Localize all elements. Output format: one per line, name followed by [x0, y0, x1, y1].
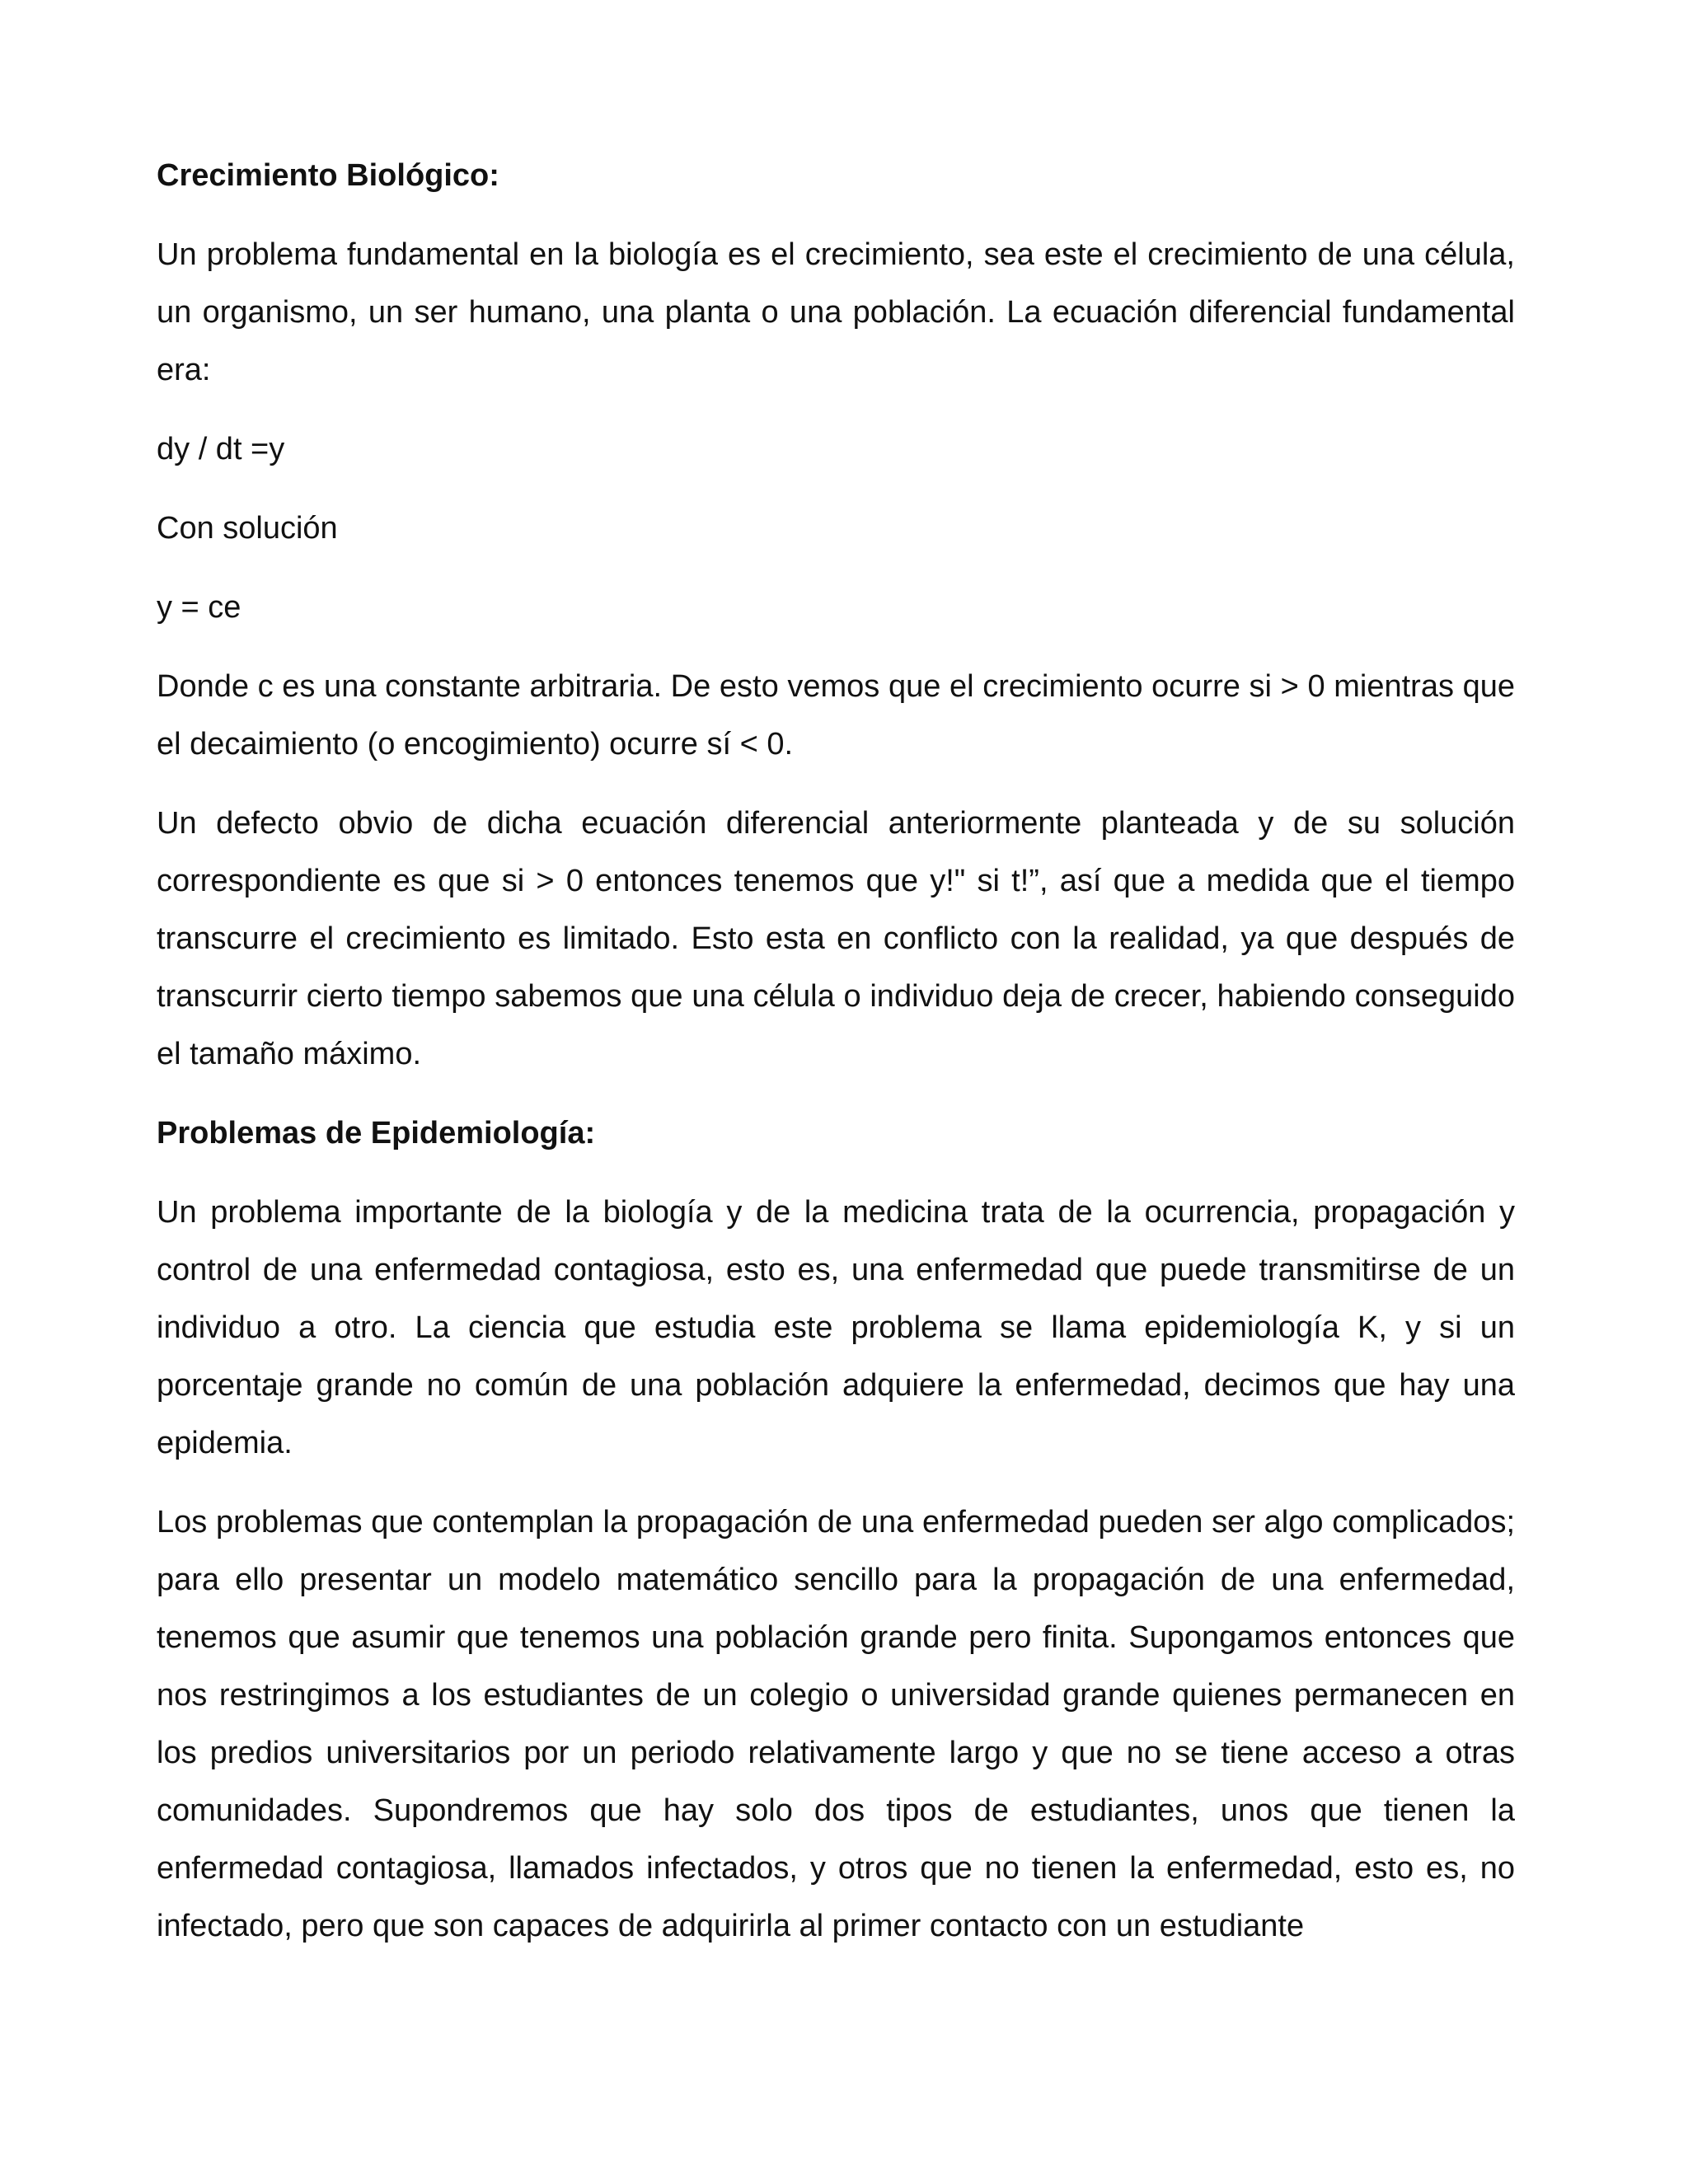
equation: y = ce	[157, 590, 241, 625]
paragraph: Un problema fundamental en la biología es el crecimiento, sea este el crecimiento de una célula, un organismo, un ser humano, una planta o una población. La ecuación diferencial fundamental era:	[157, 237, 1515, 387]
paragraph: Con solución	[157, 511, 338, 546]
paragraph: Los problemas que contemplan la propagación de una enfermedad pueden ser algo complicados; para ello presentar un modelo matemático sencillo para la propagación de una enfermedad, tenemos que asumir que tenemos una población grande pero finita. Supongamos entonces que nos restringimos a los estudiantes de un colegio o universidad grande quienes permanecen en los predios universitarios por un periodo relativamente largo y que no se tiene acceso a otras comunidades. Supondremos que hay solo dos tipos de estudiantes, unos que tienen la enfermedad contagiosa, llamados infectados, y otros que no tienen la enfermedad, esto es, no infectado, pero que son capaces de adquirirla al primer contacto con un estudiante	[157, 1505, 1515, 1943]
paragraph: Un defecto obvio de dicha ecuación diferencial anteriormente planteada y de su solución correspondiente es que si > 0 entonces tenemos que y!" si t!”, así que a medida que el tiempo transcurre el crecimiento es limitado. Esto esta en conflicto con la realidad, ya que después de transcurrir cierto tiempo sabemos que una célula o individuo deja de crecer, habiendo conseguido el tamaño máximo.	[157, 806, 1515, 1071]
paragraph: Un problema importante de la biología y de la medicina trata de la ocurrencia, propagación y control de una enfermedad contagiosa, esto es, una enfermedad que puede transmitirse de un individuo a otro. La ciencia que estudia este problema se llama epidemiología K, y si un porcentaje grande no común de una población adquiere la enfermedad, decimos que hay una epidemia.	[157, 1195, 1515, 1460]
paragraph: Donde c es una constante arbitraria. De esto vemos que el crecimiento ocurre si > 0 mientras que el decaimiento (o encogimiento) ocurre sí < 0.	[157, 669, 1515, 762]
section-title-epidemiologia: Problemas de Epidemiología:	[157, 1116, 596, 1151]
document-body	[157, 147, 1515, 1976]
section-title-crecimiento: Crecimiento Biológico:	[157, 158, 499, 193]
equation: dy / dt =y	[157, 432, 285, 466]
